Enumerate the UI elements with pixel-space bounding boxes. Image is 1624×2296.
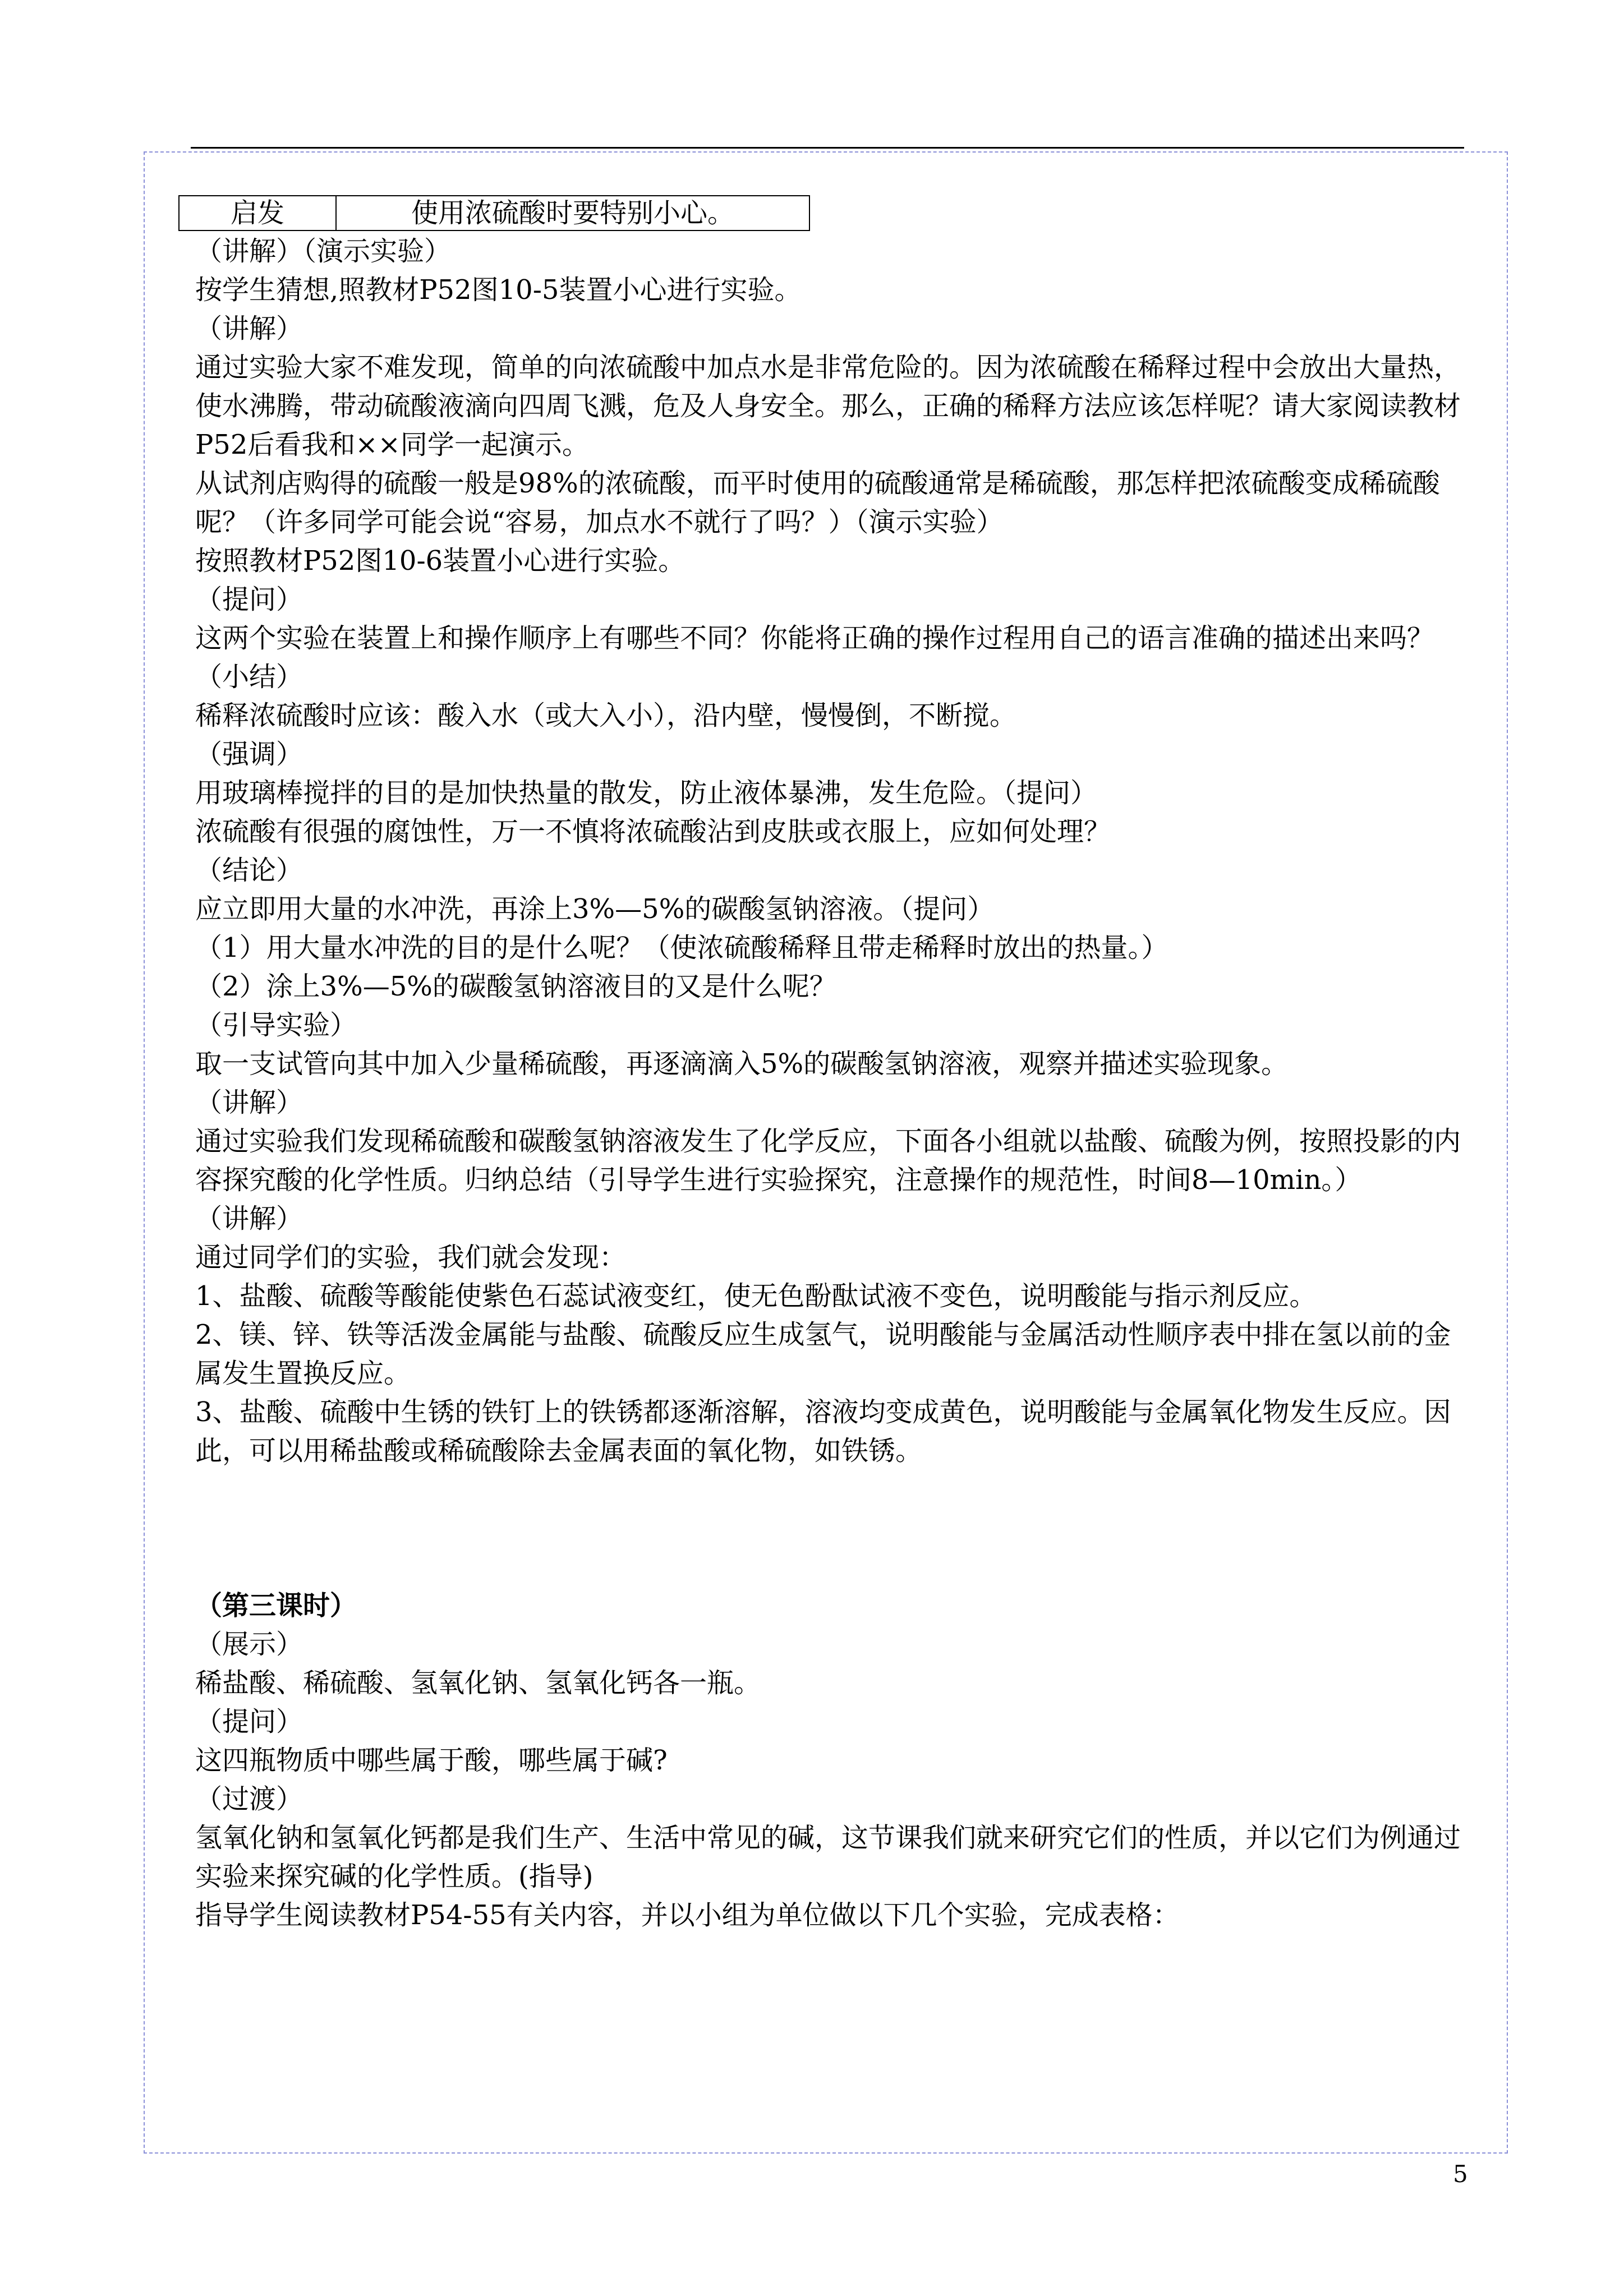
body-line: （提问） [195,1706,303,1737]
body-line: （小结） [195,661,303,693]
body-line: 指导学生阅读教材P54-55有关内容，并以小组为单位做以下几个实验，完成表格： [195,1899,1180,1931]
body-paragraph: 通过实验大家不难发现，简单的向浓硫酸中加点水是非常危险的。因为浓硫酸在稀释过程中会放出大量热，使水沸腾，带动硫酸液滴向四周飞溅，危及人身安全。那么，正确的稀释方法应该怎样呢？请大家阅读教材P52后看我和××同学一起演示。 [195,352,1461,460]
body-paragraph: 从试剂店购得的硫酸一般是98%的浓硫酸，而平时使用的硫酸通常是稀硫酸，那怎样把浓硫酸变成稀硫酸呢？（许多同学可能会说“容易，加点水不就行了吗？）（演示实验） [195,468,1440,538]
body-line: （讲解） [195,1203,303,1234]
table-label-cell: 启发 [179,196,336,230]
body-paragraph: 这两个实验在装置上和操作顺序上有哪些不同？你能将正确的操作过程用自己的语言准确的描述出来吗？ [195,623,1434,654]
body-line: （展示） [195,1629,303,1660]
body-line: （过渡） [195,1783,303,1815]
body-line: 通过同学们的实验，我们就会发现： [195,1242,627,1273]
body-line: （强调） [195,739,303,770]
body-line: （讲解）（演示实验） [195,236,452,267]
header-rule [191,147,1464,149]
body-line: 按学生猜想,照教材P52图10-5装置小心进行实验。 [195,274,802,306]
body-line: （2）涂上3%—5%的碳酸氢钠溶液目的又是什么呢？ [195,971,836,1002]
body-line: （1）用大量水冲洗的目的是什么呢？（使浓硫酸稀释且带走稀释时放出的热量。） [195,932,1168,963]
body-line: 应立即用大量的水冲洗，再涂上3%—5%的碳酸氢钠溶液。（提问） [195,893,995,925]
table-value-cell: 使用浓硫酸时要特别小心。 [336,196,809,230]
body-line: 1、盐酸、硫酸等酸能使紫色石蕊试液变红，使无色酚酞试液不变色，说明酸能与指示剂反应。 [195,1280,1317,1312]
body-line: （提问） [195,584,303,615]
body-line: （讲解） [195,313,303,344]
body-line: （结论） [195,855,303,886]
body-paragraph: 氢氧化钠和氢氧化钙都是我们生产、生活中常见的碱，这节课我们就来研究它们的性质，并以它们为例通过实验来探究碱的化学性质。(指导) [195,1822,1461,1892]
body-line: 用玻璃棒搅拌的目的是加快热量的散发，防止液体暴沸，发生危险。（提问） [195,777,1098,809]
page-number: 5 [1453,2160,1468,2188]
body-line: 取一支试管向其中加入少量稀硫酸，再逐滴滴入5%的碳酸氢钠溶液，观察并描述实验现象。 [195,1048,1289,1080]
section-spacer [195,1470,1474,1587]
body-paragraph: 通过实验我们发现稀硫酸和碳酸氢钠溶液发生了化学反应，下面各小组就以盐酸、硫酸为例，按照投影的内容探究酸的化学性质。归纳总结（引导学生进行实验探究，注意操作的规范性，时间8—10min。） [195,1126,1461,1196]
body-paragraph: 3、盐酸、硫酸中生锈的铁钉上的铁锈都逐渐溶解，溶液均变成黄色，说明酸能与金属氧化物发生反应。因此，可以用稀盐酸或稀硫酸除去金属表面的氧化物，如铁锈。 [195,1396,1451,1467]
lesson-body [195,232,1474,1935]
section-heading: （第三课时） [195,1590,357,1621]
body-line: 浓硫酸有很强的腐蚀性，万一不慎将浓硫酸沾到皮肤或衣服上，应如何处理？ [195,816,1111,847]
body-paragraph: 2、镁、锌、铁等活泼金属能与盐酸、硫酸反应生成氢气，说明酸能与金属活动性顺序表中排在氢以前的金属发生置换反应。 [195,1319,1451,1389]
body-line: 稀盐酸、稀硫酸、氢氧化钠、氢氧化钙各一瓶。 [195,1667,761,1699]
body-line: 稀释浓硫酸时应该：酸入水（或大入小），沿内壁，慢慢倒，不断搅。 [195,700,1017,731]
table-row [179,196,809,230]
body-line: 按照教材P52图10-6装置小心进行实验。 [195,545,686,577]
body-line: （引导实验） [195,1009,357,1041]
body-line: （讲解） [195,1087,303,1118]
body-line: 这四瓶物质中哪些属于酸，哪些属于碱? [195,1745,668,1776]
intro-table [178,195,810,231]
